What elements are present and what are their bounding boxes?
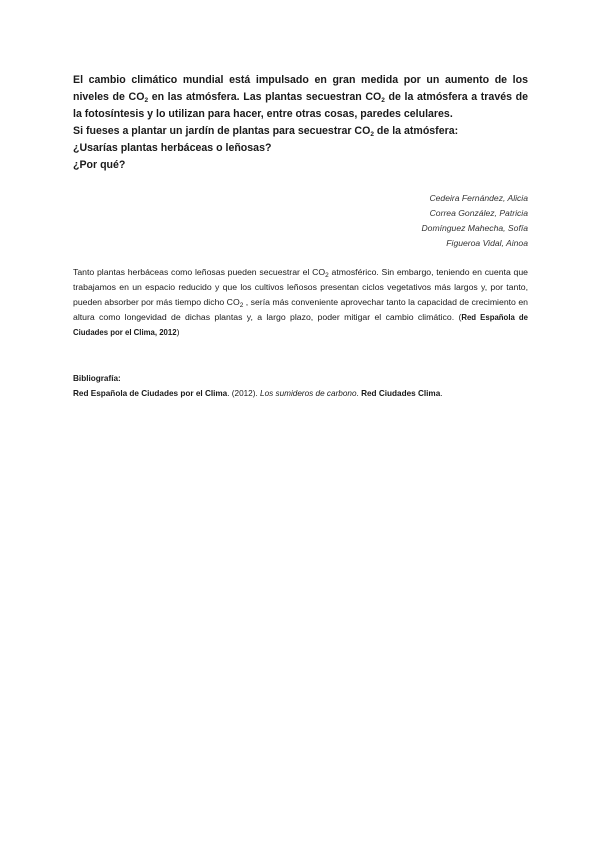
question-text: El cambio climático mundial está impulsado en gran medida por un aumento de los niveles de CO [73,74,528,103]
question-prompt-text: Si fueses a plantar un jardín de plantas para secuestrar CO [73,125,371,137]
subscript-2: 2 [370,131,374,138]
answer-part3: , sería más conveniente aprovechar tanto la capacidad de crecimiento en altura como longevidad de dichas plantas y, a largo plazo, poder mitigar el cambio climático. ( [73,297,528,322]
author-name: Figueroa Vidal, Ainoa [446,238,528,248]
question-text-cont: en las atmósfera. Las plantas secuestran CO [148,91,382,103]
question-choice: ¿Usarías plantas herbáceas o leñosas? [73,142,272,154]
subscript-2: 2 [381,97,385,104]
answer-part2: atmosférico. Sin embargo, teniendo en cuenta que trabajamos en un espacio reducido y que los cultivos leñosos presentan ciclos vegetativos más largos y, por tanto, pueden absorber por más tiempo dicho CO [73,267,528,307]
inline-citation: Red Española de Ciudades por el Clima, 2012 [73,313,529,337]
bibliography-heading: Bibliografía: [73,374,121,383]
question-intro [73,72,528,123]
bibliography-entry [73,386,528,401]
bibliography [73,371,528,401]
author-name: Cedeira Fernández, Alicia [429,193,528,203]
bib-title: Los sumideros de carbono [260,389,357,398]
answer-text [73,265,528,340]
question-text-cont2: de la atmósfera a través de la fotosíntesis y lo utilizan para hacer, entre otras cosas, paredes celulares. [73,91,528,120]
subscript-2: 2 [325,272,329,279]
question-prompt-cont: de la atmósfera: [373,125,459,137]
bib-sep: . [356,389,362,398]
question-why: ¿Por qué? [73,159,126,171]
subscript-2: 2 [239,302,244,309]
citation-close: ) [176,327,180,337]
bib-year: . (2012). [227,389,261,398]
author-list [421,191,528,251]
question-prompt [73,123,528,140]
author-name: Domínguez Mahecha, Sofía [421,223,528,233]
question-block [73,72,528,174]
bib-author: Red Española de Ciudades por el Clima [73,389,228,398]
answer-paragraph [73,265,528,340]
answer-part1: Tanto plantas herbáceas como leñosas pueden secuestrar el CO [73,267,326,277]
subscript-2: 2 [144,97,149,104]
bib-publisher: Red Ciudades Clima [361,389,441,398]
bib-end: . [440,389,443,398]
author-name: Correa González, Patricia [429,208,528,218]
